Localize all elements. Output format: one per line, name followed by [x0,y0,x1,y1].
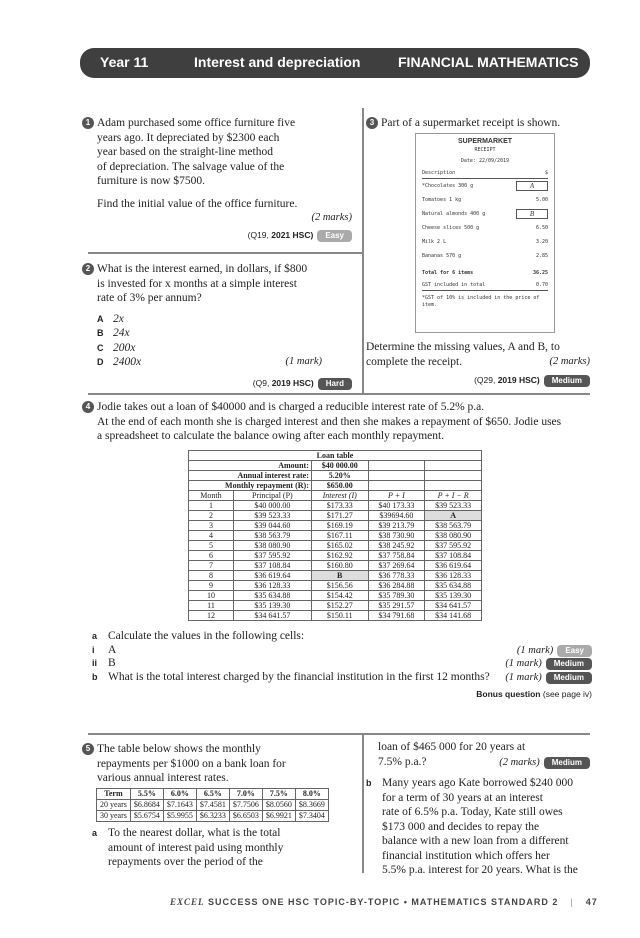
table-row [189,541,482,551]
receipt-item [422,179,548,193]
option-b [82,326,352,341]
table-cell: $6.6503 [229,811,262,822]
table-cell: $39 523.33 [425,501,482,511]
text: financial institution which offers her [382,849,550,862]
option-letter: C [97,342,104,353]
table-cell: 9 [189,581,234,591]
table-cell: $152.27 [311,601,368,611]
question-number: 1 [82,117,94,129]
text: To the nearest dollar, what is the total [108,827,281,839]
text: rate of 3% per annum? [97,292,202,304]
text: amount of interest paid using monthly [108,841,284,854]
table-row [189,511,482,521]
marks: (2 marks) [549,355,590,367]
marks: (1 mark) [505,671,542,683]
table-cell: $37 758.84 [368,551,425,561]
table-cell: A [425,511,482,521]
table-cell: $35 139.30 [425,591,482,601]
table-header-row [97,789,329,800]
column-header: 7.0% [229,789,262,800]
table-cell: 3 [189,521,234,531]
question-1 [82,116,352,242]
column-header: P + I − R [425,491,482,501]
receipt-gst [422,279,548,291]
column-header: 6.5% [196,789,229,800]
marks: (1 mark) [285,356,322,367]
table-row [189,561,482,571]
table-cell: 11 [189,601,234,611]
part-a: Calculate the values in the following cells: [108,630,305,642]
table-cell: $37 269.64 [368,561,425,571]
text: balance with a new loan from a different [382,835,569,847]
divider [88,733,590,735]
question-number: 5 [82,743,94,755]
question-5 [82,742,352,786]
item-desc: Cheese slices 500 g [422,225,480,231]
column-header: 7.5% [262,789,295,800]
column-header: P + I [368,491,425,501]
source-ref: (Q9, [252,377,272,388]
table-cell: 1 [189,501,234,511]
value: $650.00 [311,481,368,491]
source-ref: (Q19, [247,229,272,240]
table-cell: 10 [189,591,234,601]
table-cell: $35 139.30 [233,601,311,611]
option-value: 24x [113,327,130,339]
text: for a term of 30 years at an interest [382,791,543,804]
text: is invested for x months at a simple interest [97,277,297,290]
source [366,373,590,388]
table-cell: B [311,571,368,581]
text: a spreadsheet to calculate the balance owing after each monthly repayment. [97,430,445,442]
text: repayments over the period of the [108,856,263,868]
option-letter: B [97,328,104,338]
table-cell: 20 years [97,800,131,811]
source-year: 2019 HSC) [271,377,314,388]
table-title: Loan table [189,451,482,461]
difficulty-badge: Easy [557,645,592,657]
source [82,228,352,243]
table-row [97,811,329,822]
receipt-item [422,235,548,249]
loan-table [188,450,482,621]
table-cell: 2 [189,511,234,521]
table-cell: $36 128.33 [233,581,311,591]
item-price: B [516,209,548,219]
column-header: Principal (P) [233,491,311,501]
footer-series: EXCEL [170,897,205,907]
table-row [189,611,482,621]
page-number: 47 [585,897,598,907]
bonus-question[interactable] [92,688,592,700]
table-cell: 7 [189,561,234,571]
source-ref: (Q29, [474,375,498,385]
item-desc: Natural almonds 400 g [422,211,486,217]
item-desc: Tomatoes 1 kg [422,197,462,203]
receipt-col: $ [544,169,548,176]
difficulty-badge: Medium [546,672,592,684]
table-cell: $34 791.68 [368,611,425,621]
text: 5.5% p.a. interest for 20 years. What is the [382,864,578,876]
table-cell: 5 [189,541,234,551]
marks: (1 mark) [516,644,554,656]
marks: (2 marks) [499,756,540,768]
option-value: 2400x [113,356,142,368]
difficulty-badge: Medium [544,757,590,769]
source [82,376,352,391]
text: $173 000 and decides to repay the [382,820,540,833]
table-cell: $36 128.33 [425,571,482,581]
table-row [189,551,482,561]
table-cell: $7.3404 [295,811,328,822]
text: Many years ago Kate borrowed $240 000 [382,777,573,789]
option-a [82,312,352,327]
question-5-right: loan of $465 000 for 20 years at 7.5% p.a.? (2 marks) Medium b Many years ago Kate borrowed $240 000 for a term of 30 years at an interest rate of 6.5% p.a. Today, Kate still owes $173 000 and decides to repay the balance with a new loan from a different financial institution which offers her 5.5% p.a. interest for 20 years. What is the [366,740,590,878]
text: At the end of each month she is charged interest and then she makes a repayment of $650. Jodie uses [97,415,562,428]
table-cell: $165.02 [311,541,368,551]
column-divider [362,735,364,873]
item-desc: Bananas 570 g [422,253,462,259]
question-number: 4 [82,401,94,413]
receipt-header [422,167,548,179]
table-cell: $169.19 [311,521,368,531]
divider [88,393,590,395]
table-cell: $154.42 [311,591,368,601]
difficulty-badge: Easy [317,230,352,242]
question-3-intro [366,116,560,131]
table-row [189,521,482,531]
text: Adam purchased some office furniture five [97,117,296,129]
label: GST included in total [422,281,486,288]
table-cell: $6.8684 [130,800,163,811]
table-cell: $5.9955 [163,811,196,822]
source-year: 2021 HSC) [271,229,314,240]
text: Part of a supermarket receipt is shown. [381,117,561,129]
table-cell: $5.6754 [130,811,163,822]
option-value: 200x [113,341,136,354]
table-cell: $38 080.90 [233,541,311,551]
receipt-item [422,221,548,235]
item-price: 6.50 [535,225,548,231]
table-cell: $156.56 [311,581,368,591]
footer-title: SUCCESS ONE HSC TOPIC-BY-TOPIC • MATHEMATICS STANDARD 2 [204,897,559,907]
question-4 [82,400,592,444]
label: Total for 6 items [422,270,474,276]
table-cell: $39 044.60 [233,521,311,531]
receipt-image [415,133,555,333]
receipt-date: Date: 22/09/2019 [460,158,510,164]
text: various annual interest rates. [97,772,229,784]
table-cell: $150.11 [311,611,368,621]
question-5-part-a: a To the nearest dollar, what is the total amount of interest paid using monthly repayments over the period of the [92,826,354,870]
table-cell: $8.0560 [262,800,295,811]
text: Determine the missing values, A and B, to [366,341,560,353]
table-cell: 8 [189,571,234,581]
column-header: 6.0% [163,789,196,800]
table-cell: $6.3233 [196,811,229,822]
table-header-row [189,491,482,501]
task: Find the initial value of the office furniture. [97,197,298,210]
marks: (1 mark) [505,658,542,669]
column-divider [362,108,364,395]
text: repayments per $1000 on a bank loan for [97,757,286,770]
table-cell: $35 291.57 [368,601,425,611]
text: Jodie takes out a loan of $40000 and is charged a reducible interest rate of 5.2% p.a. [97,401,485,413]
difficulty-badge: Hard [318,378,352,390]
item-price: 3.20 [535,239,548,245]
marks: (2 marks) [311,212,352,223]
option-letter: D [97,357,104,367]
table-row [189,581,482,591]
table-cell: $36 284.88 [368,581,425,591]
table-cell: $173.33 [311,501,368,511]
table-cell: $38 080.90 [425,531,482,541]
item-price: 5.00 [535,197,548,203]
value: 0.70 [535,281,548,288]
table-cell: $34 641.57 [425,601,482,611]
header-strand: FINANCIAL MATHEMATICS [398,54,579,70]
table-cell: $38 563.79 [425,521,482,531]
table-cell: $35 634.88 [233,591,311,601]
option-d [82,355,352,370]
item-price: A [516,181,548,191]
part-a-ii: B [108,657,116,669]
receipt-col: Description [422,169,456,176]
column-header: 5.5% [130,789,163,800]
label: Annual interest rate: [189,471,312,481]
question-number: 2 [82,263,94,275]
label: Amount: [189,461,312,471]
table-cell: $38 730.90 [368,531,425,541]
table-cell: $39 213.79 [368,521,425,531]
page-header [80,48,590,78]
divider [88,252,362,254]
question-4-parts: a Calculate the values in the following cells: i A (1 mark) Easy ii B (1 mark) Medium b What is the total interest charged by the financial institution in the first 12 months? (1 mark) Medium Bonus question (see page iv) [92,630,592,699]
table-row [189,591,482,601]
value: 5.20% [311,471,368,481]
source-year: 2019 HSC) [497,375,540,385]
table-cell: $37 595.92 [233,551,311,561]
table-cell: $35 634.88 [425,581,482,591]
table-cell: $39 523.33 [233,511,311,521]
table-cell: $7.7506 [229,800,262,811]
table-cell: 4 [189,531,234,541]
receipt-item [422,207,548,221]
text: 7.5% p.a.? [378,755,427,768]
option-c [82,341,352,356]
receipt-item [422,249,548,263]
difficulty-badge: Medium [546,658,592,670]
table-cell: 12 [189,611,234,621]
receipt-item [422,193,548,207]
table-cell: $171.27 [311,511,368,521]
table-cell: $167.11 [311,531,368,541]
text: rate of 6.5% p.a. Today, Kate still owes [382,806,563,818]
part-a-i: A [108,643,117,656]
table-cell: $40 173.33 [368,501,425,511]
bonus-label: Bonus question [476,689,541,699]
table-cell: $7.1643 [163,800,196,811]
text: What is the interest earned, in dollars, if $800 [97,263,308,275]
table-cell: $8.3669 [295,800,328,811]
receipt-total [422,267,548,279]
receipt-title: RECEIPT [474,147,496,153]
page-footer: EXCEL SUCCESS ONE HSC TOPIC-BY-TOPIC • MATHEMATICS STANDARD 2 | 47 [170,897,598,907]
column-header: Term [97,789,131,800]
column-header: Interest (I) [311,491,368,501]
option-value: 2x [113,312,124,325]
question-number: 3 [366,117,378,129]
table-row [189,601,482,611]
column-header: Month [189,491,234,501]
table-row [189,501,482,511]
repayment-table [96,788,329,822]
table-cell: $39694.60 [368,511,425,521]
question-2 [82,262,352,390]
receipt-note: *GST of 10% is included in the price of item. [422,295,540,308]
table-row [189,571,482,581]
table-cell: $38 563.79 [233,531,311,541]
table-cell: $7.4581 [196,800,229,811]
table-cell: $37 108.84 [233,561,311,571]
table-cell: $162.92 [311,551,368,561]
table-cell: $37 108.84 [425,551,482,561]
table-cell: $160.80 [311,561,368,571]
label: Monthly repayment (R): [189,481,312,491]
difficulty-badge: Medium [544,375,590,387]
table-cell: $36 619.64 [233,571,311,581]
value: $40 000.00 [311,461,368,471]
option-letter: A [97,313,104,324]
table-cell: $35 789.30 [368,591,425,601]
text: of depreciation. The salvage value of the [97,160,285,173]
table-cell: $36 778.33 [368,571,425,581]
text: The table below shows the monthly [97,743,261,755]
table-row [189,531,482,541]
table-cell: $34 141.68 [425,611,482,621]
bonus-ref: (see page iv) [542,689,592,699]
table-cell: 30 years [97,811,131,822]
item-desc: *Chocolates 300 g [422,183,474,189]
header-year: Year 11 [100,54,149,70]
item-price: 2.85 [535,253,548,259]
table-cell: $36 619.64 [425,561,482,571]
value: 36.25 [532,270,548,276]
table-cell: $6.9921 [262,811,295,822]
text: year based on the straight-line method [97,146,273,158]
question-3-task [366,340,590,388]
text: furniture is now $7500. [97,175,205,187]
item-desc: Milk 2 L [422,239,447,245]
table-cell: 6 [189,551,234,561]
header-topic: Interest and depreciation [194,54,361,70]
table-cell: $34 641.57 [233,611,311,621]
table-cell: $37 595.92 [425,541,482,551]
text: years ago. It depreciated by $2300 each [97,131,280,144]
text: complete the receipt. [366,355,463,368]
column-header: 8.0% [295,789,328,800]
receipt-store: SUPERMARKET [457,138,513,145]
table-row [97,800,329,811]
text: loan of $465 000 for 20 years at [378,741,526,753]
table-cell: $38 245.92 [368,541,425,551]
table-cell: $40 000.00 [233,501,311,511]
part-b: What is the total interest charged by the financial institution in the first 12 months? [108,670,490,683]
